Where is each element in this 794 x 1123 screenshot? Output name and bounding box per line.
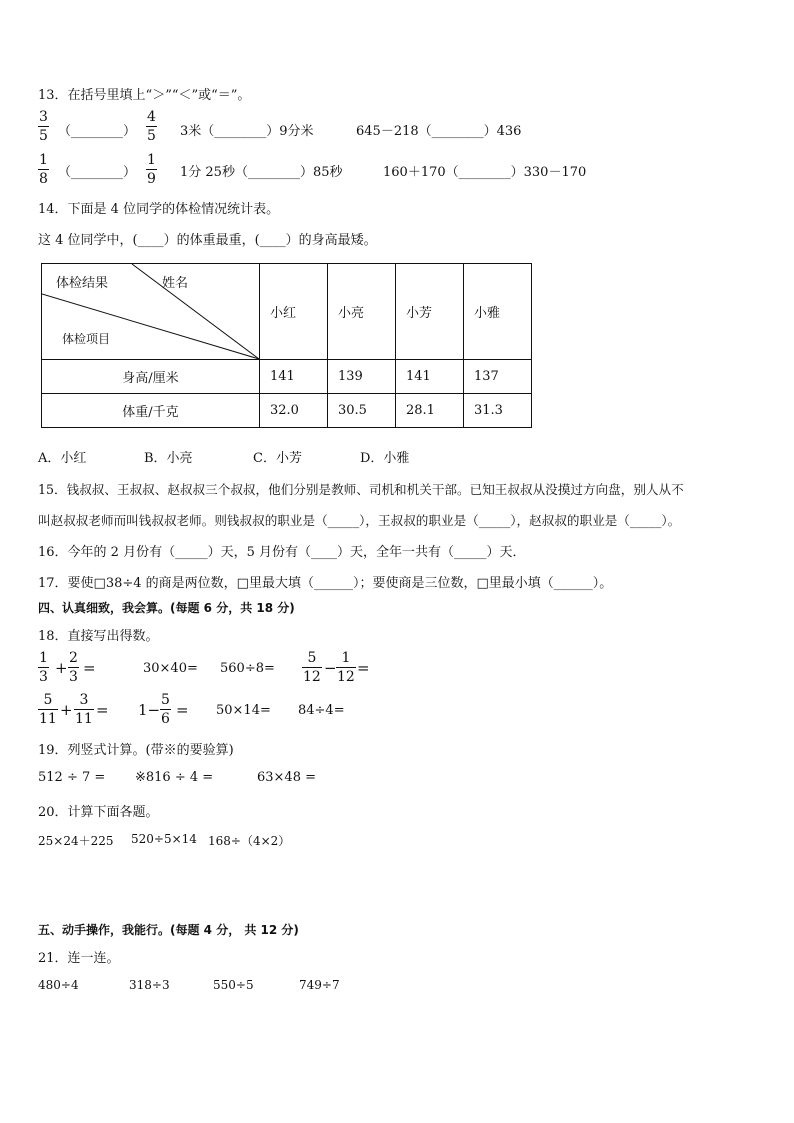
table-cell: 141 xyxy=(260,360,328,394)
q17-text: 17．要使□38÷4 的商是两位数，□里最大填（______）；要使商是三位数，□里最小填（______）。 xyxy=(38,576,613,591)
section-5-heading: 五、动手操作，我能行。(每题 4 分， 共 12 分) xyxy=(38,923,299,937)
table-cell: 141 xyxy=(396,360,464,394)
minus-sign: − xyxy=(324,659,337,677)
plus-sign: + xyxy=(55,659,68,677)
vertical-calc-item: 63×48 = xyxy=(257,770,317,785)
answer-blank[interactable]: （________） xyxy=(58,124,137,139)
q19-title: 19．列竖式计算。(带※的要验算) xyxy=(38,743,234,758)
calc-prefix: 1− xyxy=(138,701,161,719)
fraction: 5 6 xyxy=(161,692,170,727)
option-b[interactable]: B．小亮 xyxy=(144,451,193,466)
calc-item: 168÷（4×2） xyxy=(208,834,291,848)
vertical-calc-item: 512 ÷ 7 = xyxy=(38,770,106,785)
option-c[interactable]: C．小芳 xyxy=(253,451,302,466)
q14-question: 这 4 位同学中，(____）的体重最重，(____）的身高最矮。 xyxy=(38,233,377,248)
q16-text: 16．今年的 2 月份有（_____）天，5 月份有（____）天，全年一共有（_____）天． xyxy=(38,545,526,560)
fraction: 5 12 xyxy=(303,650,321,685)
student-name: 小雅 xyxy=(464,264,532,360)
row-label: 身高/厘米 xyxy=(42,360,260,394)
compare-expression: 1分 25秒（________）85秒 xyxy=(180,165,343,180)
table-cell: 139 xyxy=(328,360,396,394)
fraction: 5 11 xyxy=(39,692,57,727)
q14-title: 14．下面是 4 位同学的体检情况统计表。 xyxy=(38,202,280,217)
answer-blank[interactable]: （________） xyxy=(58,165,137,180)
table-cell: 137 xyxy=(464,360,532,394)
compare-expression: 3米（________）9分米 xyxy=(180,124,314,139)
table-cell: 28.1 xyxy=(396,394,464,428)
option-d[interactable]: D．小雅 xyxy=(360,451,410,466)
fraction: 1 12 xyxy=(337,650,355,685)
fraction: 1 9 xyxy=(147,152,156,187)
q15-line2: 叫赵叔叔老师而叫钱叔叔老师。则钱叔叔的职业是（_____），王叔叔的职业是（_____），赵叔叔的职业是（_____）。 xyxy=(38,513,681,528)
compare-expression: 160＋170（________）330－170 xyxy=(383,165,587,180)
calc-item: 25×24＋225 xyxy=(38,834,114,848)
corner-label-result: 体检结果 xyxy=(56,276,109,291)
section-4-heading: 四、认真细致，我会算。(每题 6 分，共 18 分) xyxy=(38,601,295,615)
calc-item: 560÷8= xyxy=(220,661,275,676)
q15-line1: 15．钱叔叔、王叔叔、赵叔叔三个叔叔，他们分别是教师、司机和机关干部。已知王叔叔从没摸过方向盘，别人从不 xyxy=(38,482,684,497)
q18-title: 18．直接写出得数。 xyxy=(38,629,159,644)
student-name: 小亮 xyxy=(328,264,396,360)
table-cell: 32.0 xyxy=(260,394,328,428)
calc-item: 520÷5×14 xyxy=(131,832,197,846)
calc-item: 84÷4= xyxy=(298,703,345,718)
plus-sign: + xyxy=(60,701,73,719)
health-check-table xyxy=(41,263,532,428)
equals-sign: = xyxy=(96,701,109,719)
match-item[interactable]: 318÷3 xyxy=(129,978,170,992)
calc-item: 50×14= xyxy=(216,703,271,718)
table-cell: 31.3 xyxy=(464,394,532,428)
fraction: 1 8 xyxy=(39,152,48,187)
corner-label-name: 姓名 xyxy=(162,276,189,291)
student-name: 小红 xyxy=(260,264,328,360)
table-cell: 30.5 xyxy=(328,394,396,428)
fraction: 3 5 xyxy=(39,109,48,144)
q21-title: 21．连一连。 xyxy=(38,951,120,966)
match-item[interactable]: 480÷4 xyxy=(38,978,79,992)
row-label: 体重/千克 xyxy=(42,394,260,428)
table-row xyxy=(42,394,532,428)
calc-item: 30×40= xyxy=(143,661,198,676)
fraction: 1 3 xyxy=(39,650,48,685)
fraction: 2 3 xyxy=(69,650,78,685)
match-item[interactable]: 749÷7 xyxy=(299,978,340,992)
equals-sign: = xyxy=(176,701,189,719)
q20-title: 20．计算下面各题。 xyxy=(38,805,159,820)
corner-label-item: 体检项目 xyxy=(62,332,111,346)
q13-title: 13．在括号里填上“＞”“＜”或“＝”。 xyxy=(38,88,251,103)
fraction: 3 11 xyxy=(75,692,93,727)
equals-sign: = xyxy=(83,659,96,677)
diagonal-header-cell xyxy=(42,264,260,360)
table-row xyxy=(42,360,532,394)
equals-sign: = xyxy=(357,659,370,677)
option-a[interactable]: A．小红 xyxy=(38,451,87,466)
match-item[interactable]: 550÷5 xyxy=(213,978,254,992)
vertical-calc-item: ※816 ÷ 4 = xyxy=(135,770,214,785)
compare-expression: 645－218（________）436 xyxy=(356,124,522,139)
fraction: 4 5 xyxy=(147,109,156,144)
student-name: 小芳 xyxy=(396,264,464,360)
